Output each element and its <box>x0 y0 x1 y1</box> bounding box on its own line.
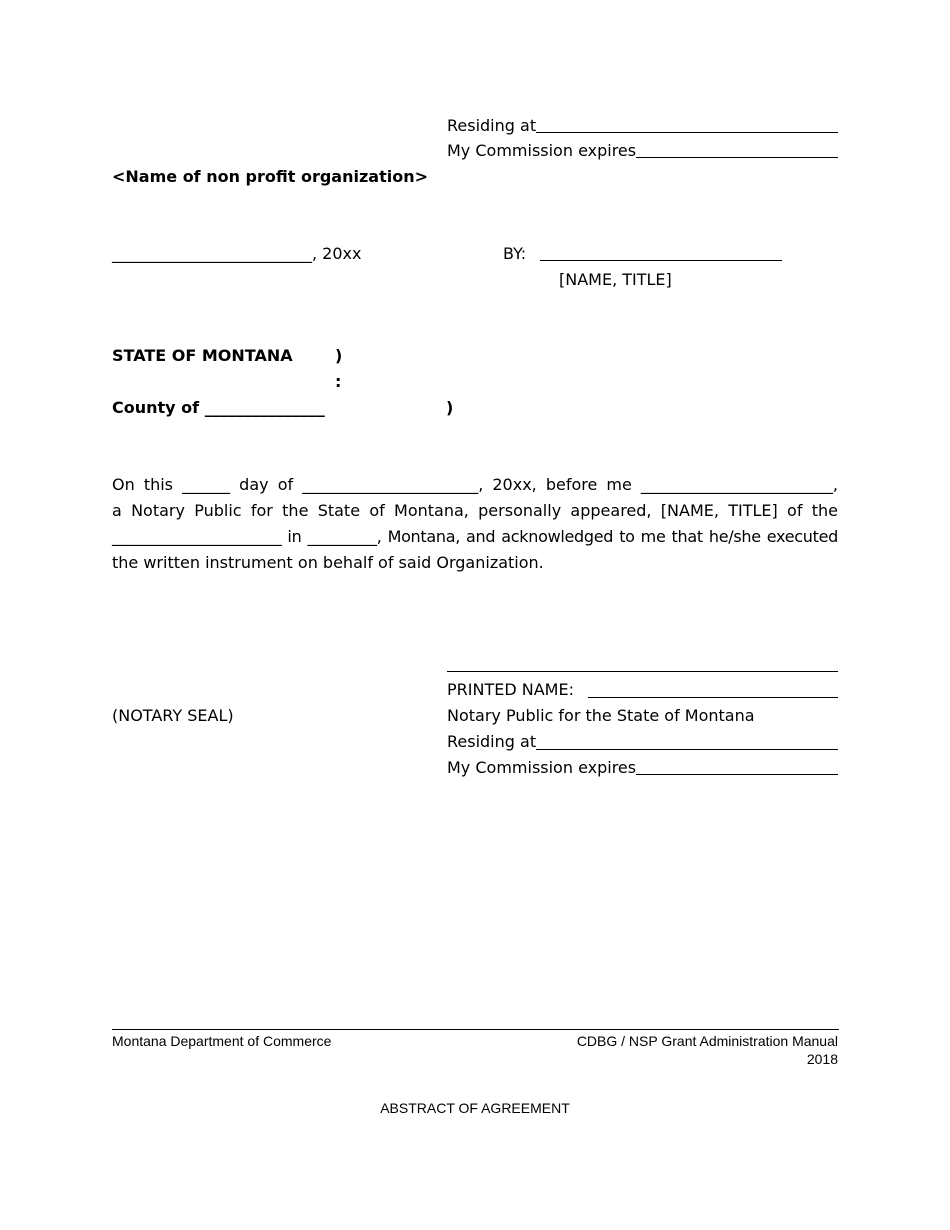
ack-line-3: ______________________ in _________, Montana, and acknowledged to me that he/she executed <box>112 527 838 546</box>
county-paren: ) <box>446 398 454 417</box>
footer-right-line-2: 2018 <box>806 1051 838 1067</box>
top-residing-label: Residing at <box>447 116 537 135</box>
state-label: STATE OF MONTANA <box>112 346 293 365</box>
notary-seal: (NOTARY SEAL) <box>112 706 234 725</box>
bottom-commission-label: My Commission expires <box>447 758 637 777</box>
name-title: [NAME, TITLE] <box>559 270 672 289</box>
top-commission-label: My Commission expires <box>447 141 637 160</box>
footer-center: ABSTRACT OF AGREEMENT <box>380 1100 570 1116</box>
org-name: <Name of non profit organization> <box>112 167 429 186</box>
bottom-residing-label: Residing at <box>447 732 537 751</box>
bottom-commission-line <box>636 774 838 775</box>
by-signature-line <box>540 260 782 261</box>
acknowledgment-paragraph <box>112 472 838 576</box>
notary-public-text: Notary Public for the State of Montana <box>447 706 755 725</box>
state-paren: ) <box>335 346 343 365</box>
county-label: County of _______________ <box>112 398 325 417</box>
printed-name-label: PRINTED NAME: <box>447 680 574 699</box>
top-commission-line <box>636 157 838 158</box>
ack-line-1: On this ______ day of ______________________, 20xx, before me ________________________, <box>112 475 838 494</box>
printed-name-line <box>588 697 838 698</box>
bottom-residing-line <box>536 749 838 750</box>
top-residing-line <box>536 132 838 133</box>
footer-right-line-1: CDBG / NSP Grant Administration Manual <box>576 1033 838 1049</box>
by-label: BY: <box>503 244 527 263</box>
date-line: _________________________, 20xx <box>112 244 362 263</box>
footer-rule <box>112 1029 839 1030</box>
ack-line-4: the written instrument on behalf of said Organization. <box>112 553 544 572</box>
ack-line-2: a Notary Public for the State of Montana, personally appeared, [NAME, TITLE] of the <box>112 501 838 520</box>
state-colon: : <box>335 372 342 391</box>
footer-left: Montana Department of Commerce <box>112 1033 332 1049</box>
notary-signature-line <box>447 671 838 672</box>
